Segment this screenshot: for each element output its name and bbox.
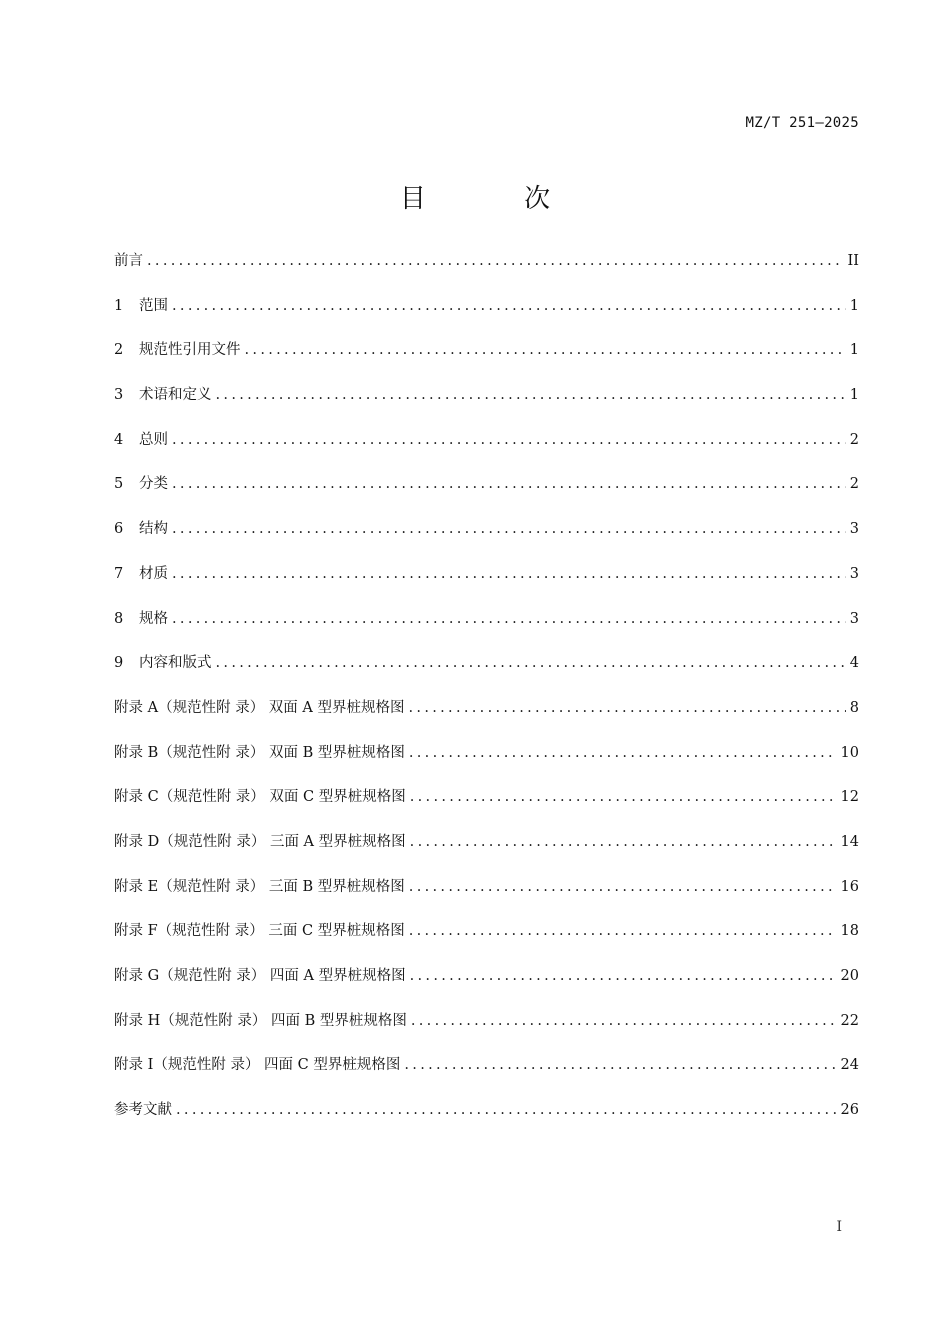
toc-page-number: 14 <box>840 833 859 850</box>
toc-leader <box>409 700 846 716</box>
toc-number: 8 <box>114 610 124 627</box>
table-of-contents <box>114 249 859 1143</box>
toc-leader <box>410 834 837 850</box>
toc-page-number: 1 <box>849 342 859 359</box>
toc-entry-appendix-i[interactable] <box>114 1053 859 1098</box>
toc-leader <box>410 789 837 805</box>
toc-leader <box>409 923 837 939</box>
toc-leader <box>172 432 846 448</box>
toc-entry-appendix-g[interactable] <box>114 964 859 1009</box>
toc-entry-8[interactable] <box>114 607 859 652</box>
toc-page-number: 3 <box>849 565 859 582</box>
toc-page-number: 16 <box>840 878 859 895</box>
toc-number: 7 <box>114 565 124 582</box>
toc-leader <box>172 611 846 627</box>
toc-entry-appendix-c[interactable] <box>114 785 859 830</box>
toc-entry-2[interactable] <box>114 338 859 383</box>
toc-label: 结构 <box>139 521 168 538</box>
toc-number: 4 <box>114 431 124 448</box>
toc-page-number: 10 <box>840 744 859 761</box>
toc-page-number: 18 <box>840 923 859 940</box>
toc-label: 内容和版式 <box>139 655 212 672</box>
toc-label: 附录 F（规范性附 录） 三面 C 型界桩规格图 <box>114 923 405 940</box>
toc-leader <box>172 566 846 582</box>
toc-page-number: 3 <box>849 521 859 538</box>
toc-label: 术语和定义 <box>139 387 212 404</box>
toc-number: 9 <box>114 655 124 672</box>
toc-number: 2 <box>114 342 124 359</box>
toc-page-number: 8 <box>849 699 859 716</box>
toc-label: 总则 <box>139 431 168 448</box>
toc-label: 分类 <box>139 476 168 493</box>
toc-label: 附录 H（规范性附 录） 四面 B 型界桩规格图 <box>114 1012 407 1029</box>
toc-page-number: 1 <box>849 297 859 314</box>
toc-label: 材质 <box>139 565 168 582</box>
toc-leader <box>172 521 846 537</box>
toc-page-number: 2 <box>849 476 859 493</box>
toc-page-number: 1 <box>849 387 859 404</box>
toc-leader <box>410 968 837 984</box>
footer-page-number: I <box>836 1219 842 1235</box>
toc-leader <box>172 476 846 492</box>
toc-leader <box>147 253 844 269</box>
toc-label: 附录 G（规范性附 录） 四面 A 型界桩规格图 <box>114 968 406 984</box>
toc-label: 前言 <box>114 253 143 269</box>
toc-number: 6 <box>114 521 124 538</box>
toc-entry-references[interactable] <box>114 1098 859 1143</box>
toc-entry-5[interactable] <box>114 472 859 517</box>
toc-entry-7[interactable] <box>114 562 859 607</box>
toc-entry-appendix-b[interactable] <box>114 741 859 786</box>
toc-label: 附录 E（规范性附 录） 三面 B 型界桩规格图 <box>114 878 405 895</box>
toc-label: 附录 B（规范性附 录） 双面 B 型界桩规格图 <box>114 744 405 761</box>
toc-leader <box>409 879 837 895</box>
toc-number: 3 <box>114 387 124 404</box>
toc-leader <box>216 655 846 671</box>
toc-page-number: 20 <box>840 968 859 984</box>
toc-label: 附录 A（规范性附 录） 双面 A 型界桩规格图 <box>114 699 405 716</box>
toc-label: 规范性引用文件 <box>139 342 241 359</box>
toc-page-number: 2 <box>849 431 859 448</box>
toc-entry-4[interactable] <box>114 428 859 473</box>
toc-label: 范围 <box>139 297 168 314</box>
toc-entry-6[interactable] <box>114 517 859 562</box>
toc-page-number: 4 <box>849 655 859 672</box>
standard-code: MZ/T 251—2025 <box>745 115 859 131</box>
toc-entry-appendix-a[interactable] <box>114 696 859 741</box>
toc-entry-appendix-f[interactable] <box>114 919 859 964</box>
toc-leader <box>409 745 837 761</box>
toc-label: 规格 <box>139 610 168 627</box>
toc-page-number: 24 <box>840 1057 859 1074</box>
toc-page-number: 3 <box>849 610 859 627</box>
toc-number: 5 <box>114 476 124 493</box>
toc-page-number: 22 <box>840 1012 859 1029</box>
toc-entry-9[interactable] <box>114 651 859 696</box>
toc-page-number: II <box>847 253 859 269</box>
toc-label: 参考文献 <box>114 1102 172 1119</box>
page-title: 目 次 <box>399 184 596 214</box>
toc-page-number: 26 <box>840 1102 859 1119</box>
toc-number: 1 <box>114 297 124 314</box>
toc-entry-3[interactable] <box>114 383 859 428</box>
toc-leader <box>411 1013 837 1029</box>
toc-leader <box>216 387 846 403</box>
toc-entry-1[interactable] <box>114 294 859 339</box>
toc-leader <box>172 298 846 314</box>
toc-page-number: 12 <box>840 789 859 806</box>
toc-entry-appendix-e[interactable] <box>114 875 859 920</box>
toc-entry-foreword[interactable] <box>114 249 859 294</box>
toc-leader <box>404 1057 836 1073</box>
toc-label: 附录 D（规范性附 录） 三面 A 型界桩规格图 <box>114 833 406 850</box>
toc-entry-appendix-h[interactable] <box>114 1009 859 1054</box>
toc-entry-appendix-d[interactable] <box>114 830 859 875</box>
toc-leader <box>176 1102 837 1118</box>
toc-label: 附录 I（规范性附 录） 四面 C 型界桩规格图 <box>114 1057 401 1074</box>
toc-leader <box>245 342 846 358</box>
toc-label: 附录 C（规范性附 录） 双面 C 型界桩规格图 <box>114 789 406 806</box>
